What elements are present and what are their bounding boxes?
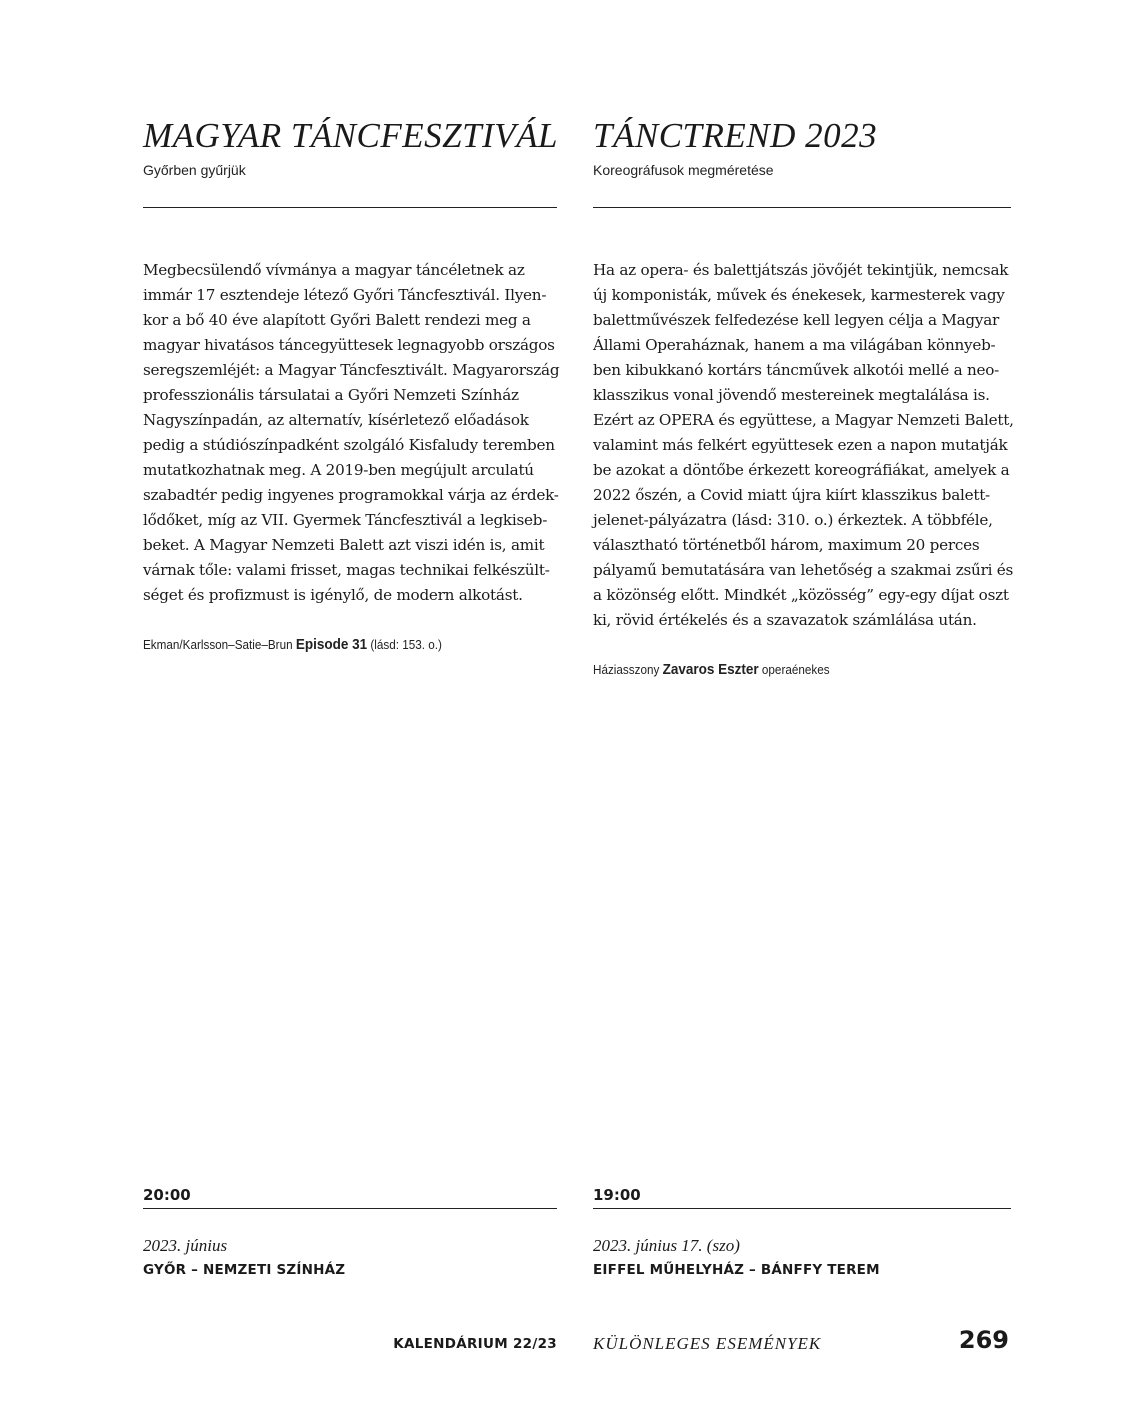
body-line: beket. A Magyar Nemzeti Balett azt viszi idén is, amit [143, 536, 545, 554]
right-event-credit [593, 661, 830, 678]
body-line: Ha az opera- és balettjátszás jövőjét tekintjük, nemcsak [593, 261, 1009, 279]
left-event-date: 2023. június [143, 1236, 228, 1255]
body-line: Nagyszínpadán, az alternatív, kísérletező előadások [143, 411, 529, 429]
right-event-venue: EIFFEL MŰHELYHÁZ – BÁNFFY TEREM [593, 1262, 880, 1278]
body-line: mutatkozhatnak meg. A 2019-ben megújult arculatú [143, 461, 534, 479]
right-event-column [593, 0, 1014, 1418]
left-event-venue: GYŐR – NEMZETI SZÍNHÁZ [143, 1262, 346, 1278]
body-line: immár 17 esztendeje létező Győri Táncfesztivál. Ilyen- [143, 286, 547, 304]
left-credit-work: Episode 31 [295, 636, 368, 653]
right-event-description [593, 258, 1023, 633]
body-line: új komponisták, művek és énekesek, karmesterek vagy [593, 286, 1005, 304]
body-line: jelenet-pályázatra (lásd: 310. o.) érkeztek. A többféle, [593, 511, 993, 529]
left-credit-suffix: (lásd: 153. o.) [370, 637, 442, 652]
body-line: szabadtér pedig ingyenes programokkal várja az érdek- [143, 486, 559, 504]
body-line: be azokat a döntőbe érkezett koreográfiákat, amelyek a [593, 461, 1010, 479]
body-line: választható történetből három, maximum 20 perces [593, 536, 980, 554]
body-line: 2022 őszén, a Covid miatt újra kiírt klasszikus balett- [593, 486, 990, 504]
body-line: várnak tőle: valami frisset, magas technikai felkészült- [143, 561, 550, 579]
body-line: lődőket, míg az VII. Gyermek Táncfesztivál a legkiseb- [143, 511, 548, 529]
body-line: séget és profizmust is igénylő, de modern alkotást. [143, 586, 523, 604]
left-credit-prefix: Ekman/Karlsson–Satie–Brun [143, 637, 293, 652]
body-line: Megbecsülendő vívmánya a magyar táncéletnek az [143, 261, 525, 279]
right-top-divider [593, 207, 1011, 208]
left-top-divider [143, 207, 557, 208]
right-credit-performer: Zavaros Eszter [662, 661, 759, 678]
body-line: pedig a stúdiószínpadként szolgáló Kisfaludy teremben [143, 436, 555, 454]
left-bottom-divider [143, 1208, 557, 1209]
body-line: magyar hivatásos táncegyüttesek legnagyobb országos [143, 336, 555, 354]
right-event-title: TÁNCTREND 2023 [593, 116, 878, 155]
body-line: balettművészek felfedezése kell legyen célja a Magyar [593, 311, 1000, 329]
body-line: ben kibukkanó kortárs táncművek alkotói mellé a neo- [593, 361, 1000, 379]
footer-publication: KALENDÁRIUM 22/23 [393, 1336, 557, 1352]
body-line: kor a bő 40 éve alapított Győri Balett rendezi meg a [143, 311, 531, 329]
right-credit-prefix: Háziasszony [593, 662, 660, 677]
left-event-subtitle: Győrben gyűrjük [143, 162, 246, 178]
left-event-credit [143, 636, 442, 653]
left-event-time: 20:00 [143, 1186, 191, 1204]
left-event-title: MAGYAR TÁNCFESZTIVÁL [143, 116, 558, 155]
right-event-time: 19:00 [593, 1186, 641, 1204]
page-number: 269 [958, 1326, 1009, 1354]
body-line: seregszemléjét: a Magyar Táncfesztivált. Magyarország [143, 361, 560, 379]
body-line: ki, rövid értékelés és a szavazatok számlálása után. [593, 611, 977, 629]
footer-section-title: KÜLÖNLEGES ESEMÉNYEK [593, 1334, 822, 1353]
body-line: valamint más felkért együttesek ezen a napon mutatják [593, 436, 1008, 454]
right-bottom-divider [593, 1208, 1011, 1209]
body-line: a közönség előtt. Mindkét „közösség” egy-egy díjat oszt [593, 586, 1009, 604]
body-line: pályamű bemutatására van lehetőség a szakmai zsűri és [593, 561, 1014, 579]
body-line: professzionális társulatai a Győri Nemzeti Színház [143, 386, 519, 404]
right-event-date: 2023. június 17. (szo) [593, 1236, 740, 1255]
left-event-description [143, 258, 573, 608]
body-line: Ezért az OPERA és együttese, a Magyar Nemzeti Balett, [593, 411, 1014, 429]
right-credit-suffix: operaénekes [761, 662, 830, 677]
body-line: klasszikus vonal jövendő mestereinek megtalálása is. [593, 386, 990, 404]
right-event-subtitle: Koreográfusok megméretése [593, 162, 774, 178]
body-line: Állami Operaháznak, hanem a ma világában könnyeb- [593, 336, 996, 354]
left-event-column [143, 0, 560, 1418]
